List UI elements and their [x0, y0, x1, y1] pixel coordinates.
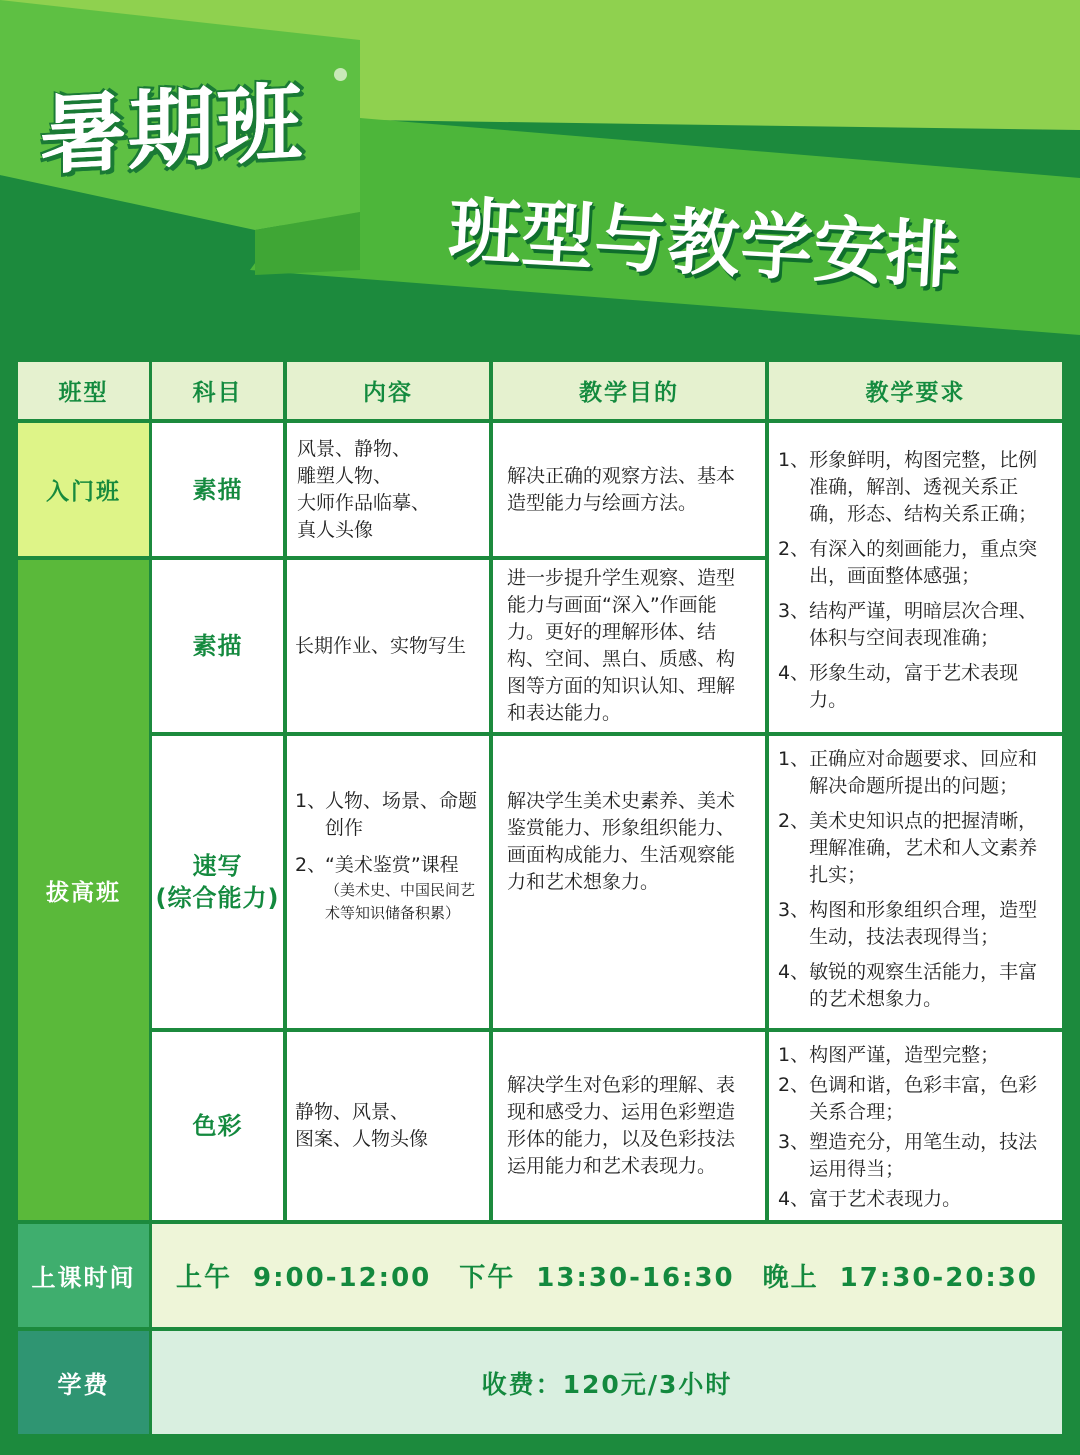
requirement-item: 3、 结构严谨，明暗层次合理、体积与空间表现准确；	[778, 600, 1038, 649]
requirement-item: 1、 正确应对命题要求、回应和解决命题所提出的问题；	[778, 748, 1038, 797]
subject-sketch-intro: 素描	[152, 423, 283, 556]
subject-sketch-advanced: 素描	[152, 560, 283, 732]
header-purpose: 教学目的	[493, 362, 765, 419]
requirement-item: 1、 构图严谨，造型完整；	[778, 1044, 1000, 1066]
schedule-label: 上课时间	[18, 1224, 149, 1327]
requirement-item: 2、 美术史知识点的把握清晰，理解准确，艺术和人文素养扎实；	[778, 810, 1038, 886]
header-subject: 科目	[152, 362, 283, 419]
content-line: 真人头像	[297, 518, 374, 541]
fee-label: 学费	[18, 1331, 149, 1434]
requirement-item: 1、 形象鲜明，构图完整，比例准确，解剖、透视关系正确，形态、结构关系正确；	[778, 449, 1038, 525]
purpose-row-1	[493, 423, 765, 556]
requirement-item: 2、 色调和谐，色彩丰富，色彩关系合理；	[778, 1074, 1038, 1123]
header-requirements: 教学要求	[769, 362, 1062, 419]
purpose-text: 解决正确的观察方法、基本造型能力与绘画方法。	[507, 464, 736, 514]
purpose-row-3	[493, 736, 765, 1028]
decorative-dot	[334, 68, 347, 81]
requirement-item: 3、 构图和形象组织合理，造型生动，技法表现得当；	[778, 899, 1038, 948]
content-item: 1、 人物、场景、命题创作	[295, 790, 478, 839]
subject-quick-sketch: 速写 (综合能力)	[152, 736, 283, 1028]
content-line: 雕塑人物、	[297, 464, 393, 487]
content-line: 静物、风景、	[295, 1101, 410, 1123]
content-line: 图案、人物头像	[295, 1128, 429, 1150]
fee-value: 收费：120元/3小时	[152, 1331, 1062, 1434]
banner-subtitle: 班型与教学安排	[446, 187, 962, 299]
content-row-4	[287, 1032, 489, 1220]
content-note: （美术史、中国民间艺术等知识储备积累）	[325, 881, 476, 922]
purpose-text: 进一步提升学生观察、造型能力与画面“深入”作画能力。更好的理解形体、结构、空间、黑白、质感、构图等方面的知识认知、理解和表达能力。	[507, 567, 736, 724]
header-banner	[0, 0, 1080, 340]
subject-color: 色彩	[152, 1032, 283, 1220]
content-row-3	[287, 736, 489, 1028]
class-intro: 入门班	[18, 423, 149, 556]
content-line: 长期作业、实物写生	[295, 634, 467, 657]
requirement-item: 4、 形象生动，富于艺术表现力。	[778, 662, 1019, 711]
requirements-quick-sketch	[769, 736, 1062, 1028]
content-line: 大师作品临摹、	[297, 491, 431, 514]
content-line: 风景、静物、	[297, 437, 412, 460]
purpose-text: 解决学生美术史素养、美术鉴赏能力、形象组织能力、画面构成能力、生活观察能力和艺术想象力。	[507, 790, 736, 893]
schedule-times: 上午 9:00-12:00 下午 13:30-16:30 晚上 17:30-20:30	[152, 1224, 1062, 1327]
requirement-item: 2、 有深入的刻画能力，重点突出，画面整体感强；	[778, 538, 1038, 587]
requirement-item: 4、 富于艺术表现力。	[778, 1188, 962, 1210]
content-row-2	[287, 560, 489, 732]
purpose-row-4	[493, 1032, 765, 1220]
content-item: 2、 “美术鉴赏”课程	[295, 854, 459, 876]
requirements-sketch	[769, 423, 1062, 732]
requirement-item: 3、 塑造充分，用笔生动，技法运用得当；	[778, 1131, 1038, 1180]
header-class-type: 班型	[18, 362, 149, 419]
class-advanced: 拔高班	[18, 560, 149, 1220]
requirements-color	[769, 1032, 1062, 1220]
purpose-text: 解决学生对色彩的理解、表现和感受力、运用色彩塑造形体的能力，以及色彩技法运用能力和艺术表现力。	[507, 1074, 736, 1177]
purpose-row-2	[493, 560, 765, 732]
header-content: 内容	[287, 362, 489, 419]
banner-title: 暑期班	[40, 73, 304, 187]
requirement-item: 4、 敏锐的观察生活能力，丰富的艺术想象力。	[778, 961, 1038, 1010]
content-row-1	[287, 423, 489, 556]
